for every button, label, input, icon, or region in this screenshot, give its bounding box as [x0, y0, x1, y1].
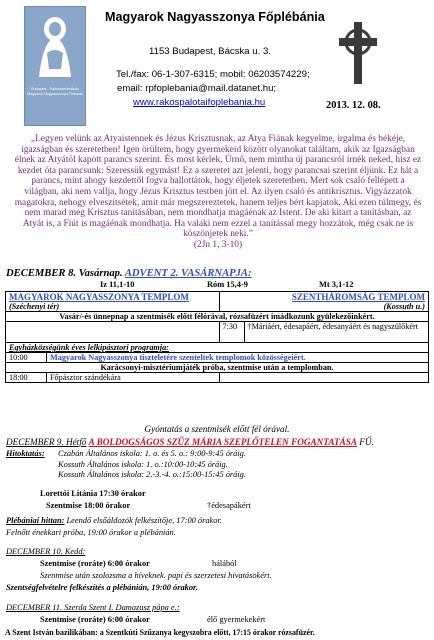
- logo-text: Budapest - Rákosszentmihály Magyarok Nagyasszonya Plébánia: [27, 87, 83, 96]
- bulletin-date: 2013. 12. 08.: [326, 100, 381, 111]
- catechism-item: Kossuth Általános iskola: 1. o.:10:00-10:45 óráig.: [58, 459, 228, 469]
- parish-title: Magyarok Nagyasszonya Főplébánia: [105, 10, 325, 24]
- litany: Lorettói Litánia 17:30 órakor: [40, 489, 146, 498]
- program-time: 10:00: [6, 353, 47, 363]
- dec9-mass: Szentmise 18:00 órakor: [46, 501, 131, 510]
- program-title: Egyházközségünk éves lelkipásztori programja:: [6, 343, 429, 353]
- reading-3: Mt 3,1-12: [319, 280, 354, 289]
- dec11-mass-intention: élő gyermekekért: [207, 615, 266, 624]
- email: email: rpfoplebania@mail.datanet.hu;: [117, 83, 277, 94]
- evening-mass-intention: Főpásztor szándékára: [47, 373, 220, 383]
- choir-rehearsal: Karácsonyi-misztériumjáték próba, szentmise után a templomban.: [6, 363, 429, 373]
- mass-intention: †Máriáért, édesapáért, édesanyáért és nagyszülőkért: [244, 322, 428, 343]
- church1-location: (Széchenyi tér): [9, 302, 60, 311]
- dec10-mass-intention: hálából: [212, 559, 237, 568]
- website-link[interactable]: www.rakospalotaifoplebania.hu: [133, 97, 266, 108]
- program-text: Magyarok Nagyasszonya tiszteletére szenteltek templomok közösségeiért.: [47, 353, 429, 363]
- church2-location: (Kossuth u.): [383, 302, 425, 311]
- reading-2: Róm 15,4-9: [207, 280, 248, 289]
- mass-time: 7:30: [219, 322, 244, 343]
- dec8-schedule-table: [5, 291, 429, 383]
- dec8-feast: ADVENT 2. VASÁRNAPJA:: [124, 268, 252, 279]
- dec9-feast-suffix: FŰ.: [356, 437, 374, 447]
- dec9-feast: A BOLDOGSÁGOS SZŰZ MÁRIA SZEPLŐTELEN FOGANTATÁSA: [88, 437, 357, 447]
- scripture-quote: [14, 134, 422, 251]
- bible-class-title: Plébániai hittan:: [6, 516, 65, 525]
- church1-name: MAGYAROK NAGYASSZONYA TEMPLOM: [9, 292, 189, 302]
- dec11-day: DECEMBER 11. Szerda Szent I. Damazusz pápa e.:: [6, 603, 180, 612]
- dec10-confirmation: Szentségfelvételre felkészítés a plébánián, 19:00 órakor.: [6, 583, 198, 592]
- reading-1: Iz 11,1-10: [100, 280, 135, 289]
- phone: Tel./fax: 06-1-307-6315; mobil: 06203574229;: [116, 69, 310, 80]
- dec9-day: DECEMBER 9. Hétfő: [6, 437, 87, 447]
- catechism-title: Hitoktatás:: [6, 449, 45, 458]
- dec8-heading: [6, 268, 252, 279]
- basilica-rosary: A Szent István bazilikában: a Szentkúti Szűzanya kegyszobra előtt, 17:15 órakor rózsafüzér.: [5, 628, 315, 637]
- catechism-item: Czabán Általános iskola: 1. o. és 5. o.: 9:00-9:45 óráig.: [58, 449, 246, 458]
- dec9-mass-intention: †édesapákért: [207, 501, 251, 510]
- bible-class-text: Leendő elsőáldozók felkészítője, 17:00 órakor.: [64, 516, 222, 525]
- dec11-mass: Szentmise (roráte) 6:00 órakor: [40, 615, 150, 624]
- choir-practice: Felnőtt énekkari próba, 19:00 órakor a plébánián.: [6, 528, 176, 537]
- rosary-note: Vasár/-és ünnepnap a szentmisék előtt félórával, rózsafüzért imádkozunk gyülekezőinkért.: [6, 312, 429, 322]
- dec10-mass: Szentmise (roráte) 6:00 órakor: [40, 559, 150, 568]
- address: 1153 Budapest, Bácska u. 3.: [149, 46, 271, 57]
- quote-text: „Legyen velünk az Atyaistennek és Jézus Krisztusnak, az Atya Fiának kegyelme, irgalma és békéje, igazságban és szeretetben! Igen örültem, hogy gyermekeid között olyanokat találtam, akik az Igazságban élnek az Atyától kapott parancs szerint. És most kérlek, Úrnő, nem mintha új parancsról írnék neked, hisz ez kezdet óta parancsunk: Szeressük egymást! Ez a szeretet azt jelenti, hogy parancsai szerint éljünk. Ez hát a parancs, mint ahogy kezdettől fogva hallottátok, hogy éljetek szeretetben. Mert sok csaló fellépett a világban, aki nem vallja, hogy Jézus Krisztus testben jött el. Az ilyen csaló és antikrisztus. Vigyázzatok magatokra, nehogy elveszítsétek, amit már megszereztetek, hanem teljes bért kapjatok. Aki ezen túlmegy, és nem marad meg Krisztus tanításában, nem mondhatja magáénak az Istent. De aki kitart a tanításban, az Atyát is, a Fiút is magáénak mondhatja. Ha valaki nem ezzel a tanítással megy hozzátok, még csak ne is köszönjetek neki.”: [14, 134, 422, 240]
- dec9-heading: [6, 437, 374, 447]
- evening-mass-time: 18:00: [6, 373, 47, 383]
- quote-reference: (2Jn 1, 3-10): [193, 239, 243, 250]
- dec10-day: DECEMBER 10. Kedd:: [6, 547, 86, 556]
- catechism-item: Kossuth Általános iskola: 2.-3.-4. o.:15:00-15:45 óráig.: [58, 470, 246, 479]
- catechism-list: [58, 449, 246, 481]
- dec8-day: DECEMBER 8. Vasárnap.: [6, 268, 123, 279]
- celtic-cross-icon: [337, 20, 379, 86]
- parish-logo: [24, 6, 86, 126]
- confession-note: Gyóntatás a szentmisék előtt fél órával.: [144, 424, 290, 434]
- madonna-icon: [25, 7, 85, 87]
- dec10-note: Szentmise után szolozsma a híveknek. papi és szerzetesi hivatásokért.: [40, 571, 272, 580]
- parish-bible-class: [6, 516, 222, 525]
- church2-name: SZENTHÁROMSÁG TEMPLOM: [291, 292, 425, 302]
